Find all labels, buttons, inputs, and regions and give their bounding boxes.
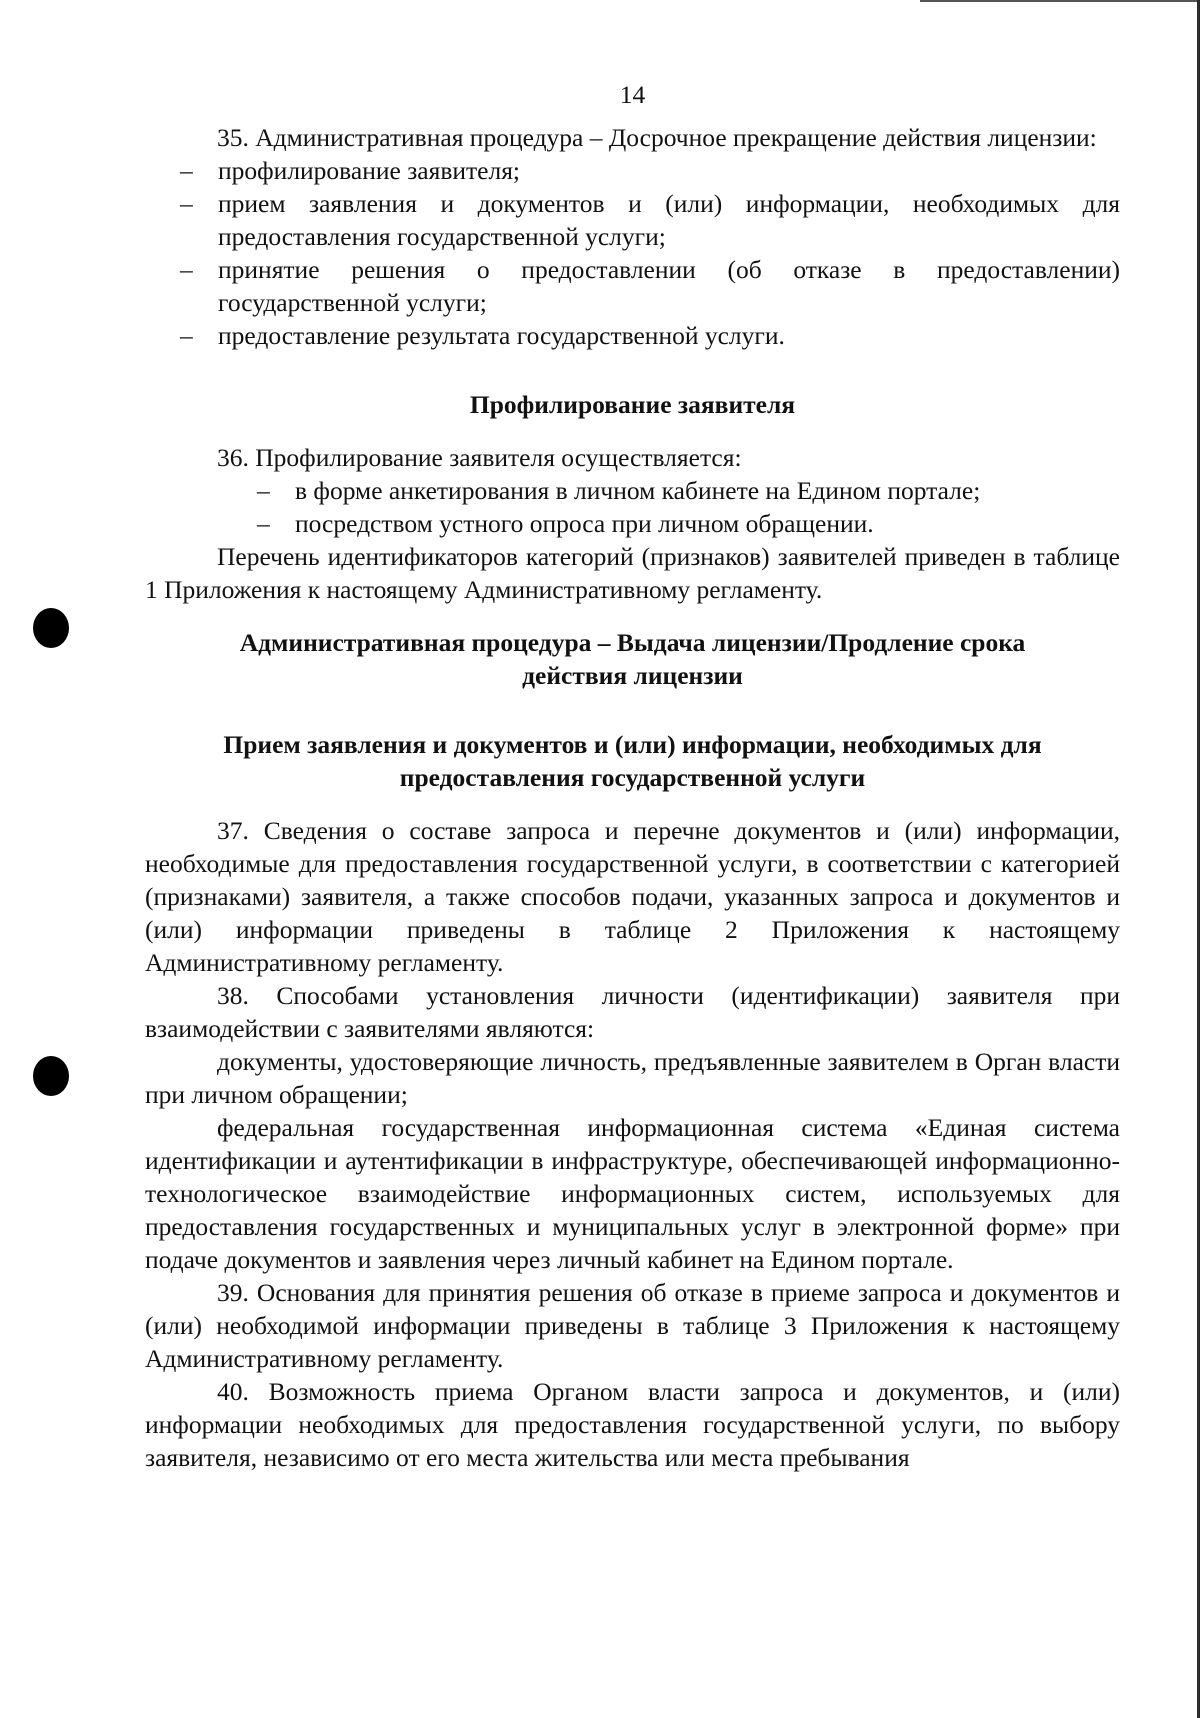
list-item: – в форме анкетирования в личном кабинете на Едином портале; xyxy=(145,474,1120,507)
list-item: – прием заявления и документов и (или) информации, необходимых для предоставления государственной услуги; xyxy=(145,187,1120,253)
heading-reception-line1: Прием заявления и документов и (или) информации, необходимых для xyxy=(223,730,1042,759)
paragraph-36-table-ref: Перечень идентификаторов категорий (признаков) заявителей приведен в таблице 1 Приложения к настоящему Административному регламенту. xyxy=(145,542,1120,604)
heading-reception-line2: предоставления государственной услуги xyxy=(399,763,866,792)
paragraph-37: 37. Сведения о составе запроса и перечне документов и (или) информации, необходимые для предоставления государственной услуги, в соответствии с категорией (признаками) заявителя, а также способов подачи, указанных запроса и документов и (или) информации приведены в таблице 2 Приложения к настоящему Административному регламенту. xyxy=(145,816,1120,977)
procedure-35-list xyxy=(145,154,1120,352)
scan-border-top xyxy=(920,0,1200,2)
heading-profiling: Профилирование заявителя xyxy=(469,390,796,419)
list-item: – предоставление результата государственной услуги. xyxy=(145,319,1120,352)
paragraph-36: 36. Профилирование заявителя осуществляется: xyxy=(217,443,742,472)
list-item: – профилирование заявителя; xyxy=(145,154,1120,187)
heading-procedure-line1: Административная процедура – Выдача лицензии/Продление срока xyxy=(239,628,1026,657)
page-content xyxy=(145,78,1120,1474)
punch-hole xyxy=(33,608,69,648)
paragraph-39: 39. Основания для принятия решения об отказе в приеме запроса и документов и (или) необходимой информации приведены в таблице 3 Приложения к настоящему Административному регламенту. xyxy=(145,1278,1120,1373)
page-number: 14 xyxy=(619,80,646,109)
list-item: – принятие решения о предоставлении (об отказе в предоставлении) государственной услуги; xyxy=(145,253,1120,319)
paragraph-38-esia: федеральная государственная информационная система «Единая система идентификации и аутентификации в инфраструктуре, обеспечивающей информационно-технологическое взаимодействие информационных систем, используемых для предоставления государственных и муниципальных услуг в электронной форме» при подаче документов и заявления через личный кабинет на Едином портале. xyxy=(145,1113,1120,1274)
list-item: – посредством устного опроса при личном обращении. xyxy=(145,507,1120,540)
paragraph-38-documents: документы, удостоверяющие личность, предъявленные заявителем в Орган власти при личном обращении; xyxy=(145,1047,1120,1109)
heading-procedure-line2: действия лицензии xyxy=(522,661,743,690)
paragraph-40: 40. Возможность приема Органом власти запроса и документов, и (или) информации необходимых для предоставления государственной услуги, по выбору заявителя, независимо от его места жительства или места пребывания xyxy=(145,1377,1120,1472)
paragraph-35: 35. Административная процедура – Досрочное прекращение действия лицензии: xyxy=(217,123,1097,152)
paragraph-38: 38. Способами установления личности (идентификации) заявителя при взаимодействии с заявителями являются: xyxy=(145,981,1120,1043)
punch-hole xyxy=(33,1056,69,1096)
profiling-methods-list xyxy=(145,474,1120,540)
